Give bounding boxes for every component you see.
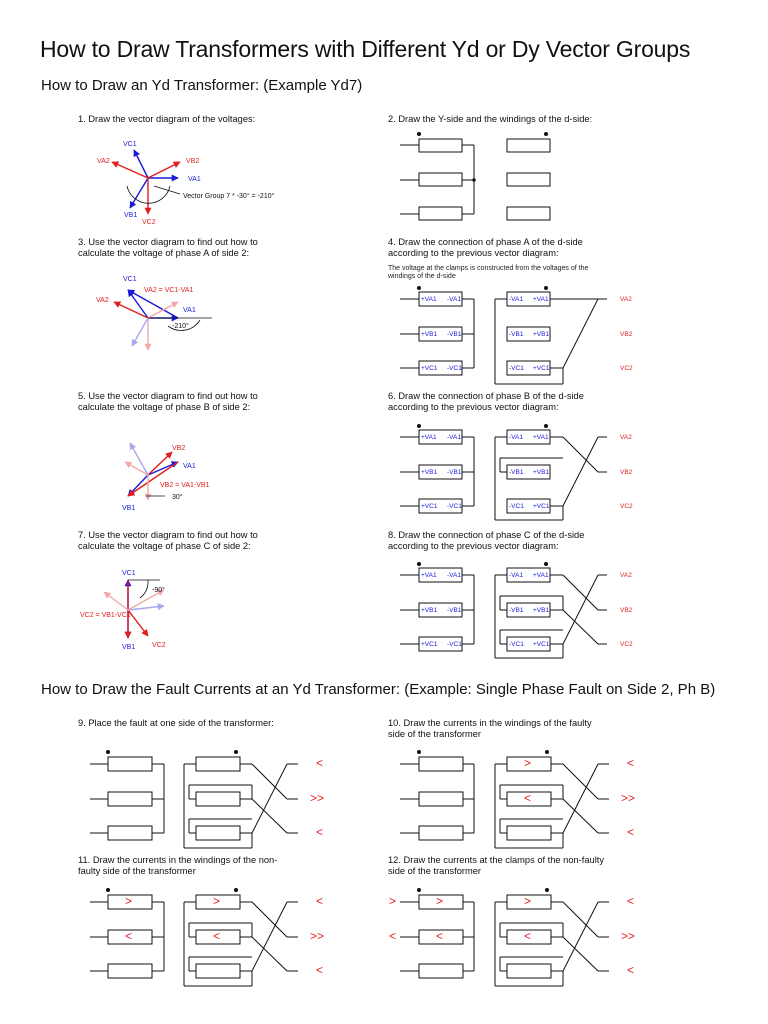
d10-winding-b: <: [524, 791, 532, 805]
angle-90-label: -90°: [152, 587, 165, 594]
d8-da-plus: +VA1: [533, 572, 549, 579]
fault-diagram-9: [90, 751, 298, 849]
d9-current-c: <: [316, 825, 324, 839]
vector-diagram-1: [112, 150, 180, 214]
d8-da-minus: -VA1: [509, 572, 523, 579]
step-5-label: 5. Use the vector diagram to find out how to calculate the voltage of phase B of side 2:: [78, 391, 258, 412]
d3-label-va2: VA2: [96, 297, 109, 304]
d4-dc-minus: -VC1: [509, 365, 524, 372]
d7-label-vc1: VC1: [122, 570, 136, 577]
step-6-label: 6. Draw the connection of phase B of the d-side according to the previous vector diagram:: [388, 391, 584, 412]
d8-db-plus: +VB1: [533, 607, 550, 614]
d6-da-minus: -VA1: [509, 434, 523, 441]
fault-diagram-10: [400, 751, 609, 849]
label-vb2: VB2: [186, 158, 200, 165]
d4-out-va2: VA2: [620, 296, 632, 303]
d12-y-winding-b: <: [436, 929, 444, 943]
step-4-note: The voltage at the clamps is constructed from the voltages of the windings of the d-side: [388, 265, 589, 280]
d9-current-b: >>: [310, 791, 325, 805]
d4-db-plus: +VB1: [533, 331, 550, 338]
step-7-label: 7. Use the vector diagram to find out how to calculate the voltage of phase C of side 2:: [78, 530, 258, 551]
d6-dc-minus: -VC1: [509, 503, 524, 510]
d6-ya-plus: +VA1: [421, 434, 437, 441]
vector-diagram-5: [125, 443, 178, 500]
d6-db-plus: +VB1: [533, 469, 550, 476]
d12-clamp-a: >: [389, 894, 397, 908]
d12-d-winding-b: <: [524, 929, 532, 943]
step-11-label: 11. Draw the currents in the windings of the non- faulty side of the transformer: [78, 855, 278, 876]
d12-current-c: <: [627, 963, 635, 977]
step-10-label: 10. Draw the currents in the windings of the faulty side of the transformer: [388, 718, 592, 739]
d4-da-plus: +VA1: [533, 296, 549, 303]
winding-diagram-2: [400, 133, 550, 221]
equation-phase-b: VB2 = VA1-VB1: [160, 482, 210, 489]
d11-current-b: >>: [310, 929, 325, 943]
d4-ya-minus: -VA1: [447, 296, 461, 303]
d4-db-minus: -VB1: [509, 331, 524, 338]
d5-label-vb1: VB1: [122, 505, 136, 512]
d6-yc-minus: -VC1: [447, 503, 462, 510]
d6-db-minus: -VB1: [509, 469, 524, 476]
d4-yb-plus: +VB1: [421, 331, 438, 338]
d8-yc-minus: -VC1: [447, 641, 462, 648]
equation-phase-c: VC2 = VB1-VC1: [80, 612, 131, 619]
step-9-label: 9. Place the fault at one side of the transformer:: [78, 718, 274, 728]
d10-winding-a: >: [524, 756, 532, 770]
d10-current-c: <: [627, 825, 635, 839]
d11-d-winding-a: >: [213, 894, 221, 908]
d10-current-b: >>: [621, 791, 636, 805]
angle-210-label: -210°: [172, 323, 189, 330]
label-vc2: VC2: [142, 219, 156, 226]
d12-current-a: <: [627, 894, 635, 908]
d6-da-plus: +VA1: [533, 434, 549, 441]
d4-out-vb2: VB2: [620, 331, 633, 338]
d4-yc-minus: -VC1: [447, 365, 462, 372]
d6-yc-plus: +VC1: [421, 503, 438, 510]
d12-clamp-b: <: [389, 929, 397, 943]
d8-dc-plus: +VC1: [533, 641, 550, 648]
d8-out-va2: VA2: [620, 572, 632, 579]
equation-phase-a: VA2 = VC1-VA1: [144, 287, 194, 294]
d11-current-c: <: [316, 963, 324, 977]
d8-yc-plus: +VC1: [421, 641, 438, 648]
section-2-title: How to Draw the Fault Currents at an Yd Transformer: (Example: Single Phase Fault on Side 2, Ph B): [41, 681, 716, 698]
d11-y-winding-b: <: [125, 929, 133, 943]
label-va1: VA1: [188, 176, 201, 183]
d6-out-va2: VA2: [620, 434, 632, 441]
d12-y-winding-a: >: [436, 894, 444, 908]
fault-diagram-12: [400, 889, 609, 987]
d3-label-vc1: VC1: [123, 276, 137, 283]
d6-dc-plus: +VC1: [533, 503, 550, 510]
d8-ya-minus: -VA1: [447, 572, 461, 579]
d12-current-b: >>: [621, 929, 636, 943]
d5-label-va1: VA1: [183, 463, 196, 470]
d6-yb-minus: -VB1: [447, 469, 462, 476]
d6-out-vc2: VC2: [620, 503, 633, 510]
d4-out-vc2: VC2: [620, 365, 633, 372]
d8-db-minus: -VB1: [509, 607, 524, 614]
step-4-label: 4. Draw the connection of phase A of the d-side according to the previous vector diagram:: [388, 237, 583, 258]
d4-dc-plus: +VC1: [533, 365, 550, 372]
d9-current-a: <: [316, 756, 324, 770]
d11-current-a: <: [316, 894, 324, 908]
label-vb1: VB1: [124, 212, 138, 219]
step-8-label: 8. Draw the connection of phase C of the d-side according to the previous vector diagram:: [388, 530, 585, 551]
section-1-title: How to Draw an Yd Transformer: (Example Yd7): [41, 77, 363, 94]
page-title: How to Draw Transformers with Different Yd or Dy Vector Groups: [40, 36, 691, 62]
d8-yb-minus: -VB1: [447, 607, 462, 614]
d4-yc-plus: +VC1: [421, 365, 438, 372]
d12-d-winding-a: >: [524, 894, 532, 908]
d3-label-va1: VA1: [183, 307, 196, 314]
d6-out-vb2: VB2: [620, 469, 633, 476]
step-12-label: 12. Draw the currents at the clamps of the non-faulty side of the transformer: [388, 855, 605, 876]
vector-group-label: Vector Group 7 * -30° = -210°: [183, 193, 275, 200]
angle-30-label: 30°: [172, 494, 183, 501]
d4-da-minus: -VA1: [509, 296, 523, 303]
step-2-label: 2. Draw the Y-side and the windings of the d-side:: [388, 114, 593, 124]
d4-ya-plus: +VA1: [421, 296, 437, 303]
d5-label-vb2: VB2: [172, 445, 186, 452]
fault-diagram-11: [90, 889, 298, 987]
d8-ya-plus: +VA1: [421, 572, 437, 579]
d4-yb-minus: -VB1: [447, 331, 462, 338]
d8-yb-plus: +VB1: [421, 607, 438, 614]
d6-ya-minus: -VA1: [447, 434, 461, 441]
d8-out-vb2: VB2: [620, 607, 633, 614]
d11-y-winding-a: >: [125, 894, 133, 908]
d11-d-winding-b: <: [213, 929, 221, 943]
d6-yb-plus: +VB1: [421, 469, 438, 476]
d7-label-vc2: VC2: [152, 642, 166, 649]
step-1-label: 1. Draw the vector diagram of the voltages:: [78, 114, 256, 124]
label-va2: VA2: [97, 158, 110, 165]
d7-label-vb1: VB1: [122, 644, 136, 651]
d8-dc-minus: -VC1: [509, 641, 524, 648]
label-vc1: VC1: [123, 141, 137, 148]
step-3-label: 3. Use the vector diagram to find out how to calculate the voltage of phase A of side 2:: [78, 237, 258, 258]
d10-current-a: <: [627, 756, 635, 770]
d8-out-vc2: VC2: [620, 641, 633, 648]
vector-diagram-3: [114, 290, 212, 350]
